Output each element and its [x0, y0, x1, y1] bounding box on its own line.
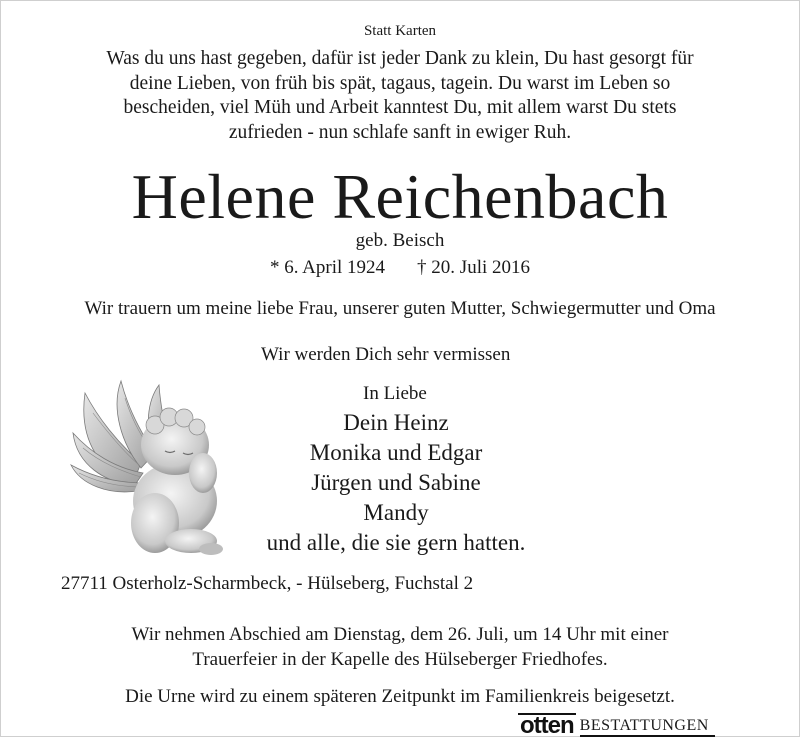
farewell-line: Wir nehmen Abschied am Dienstag, dem 26. Juli, um 14 Uhr mit einer	[131, 624, 669, 645]
logo-text: BESTATTUNGEN	[580, 717, 715, 737]
urn-burial-line: Die Urne wird zu einem späteren Zeitpunkt im Familienkreis beigesetzt.	[125, 686, 675, 707]
poem-line: bescheiden, viel Müh und Arbeit kanntest Du, mit allem warst Du stets	[123, 97, 677, 118]
family-member: Jürgen und Sabine	[311, 470, 481, 495]
birth-date: * 6. April 1924	[269, 257, 386, 278]
memorial-poem	[61, 47, 739, 145]
poem-line: Was du uns hast gegeben, dafür ist jeder Dank zu klein, Du hast gesorgt für	[106, 48, 694, 69]
undertaker-logo	[518, 713, 715, 737]
miss-line: Wir werden Dich sehr vermissen	[261, 344, 511, 365]
family-member: Dein Heinz	[343, 410, 449, 435]
header-statt-karten: Statt Karten	[363, 23, 437, 39]
life-dates	[1, 257, 799, 279]
birth-name: geb. Beisch	[355, 230, 445, 251]
farewell-line: Trauerfeier in der Kapelle des Hülseberger Friedhofes.	[192, 648, 608, 670]
deceased-name: Helene Reichenbach	[131, 161, 669, 232]
angel-figurine-icon	[63, 373, 243, 561]
death-date: † 20. Juli 2016	[417, 257, 530, 278]
farewell-announcement	[41, 623, 759, 672]
family-member: Mandy	[363, 500, 429, 525]
poem-line: deine Lieben, von früh bis spät, tagaus, tagein. Du warst im Leben so	[129, 72, 671, 94]
poem-line: zufrieden - nun schlafe sanft in ewiger Ruh.	[228, 121, 572, 143]
logo-mark: otten	[520, 712, 574, 739]
mourning-line: Wir trauern um meine liebe Frau, unserer guten Mutter, Schwiegermutter und Oma	[84, 298, 716, 319]
family-member: und alle, die sie gern hatten.	[266, 530, 526, 555]
family-address: 27711 Osterholz-Scharmbeck, - Hülseberg, Fuchstal 2	[61, 573, 474, 594]
in-love-line: In Liebe	[363, 383, 427, 404]
family-member: Monika und Edgar	[309, 440, 483, 465]
family-signatures	[231, 408, 561, 558]
